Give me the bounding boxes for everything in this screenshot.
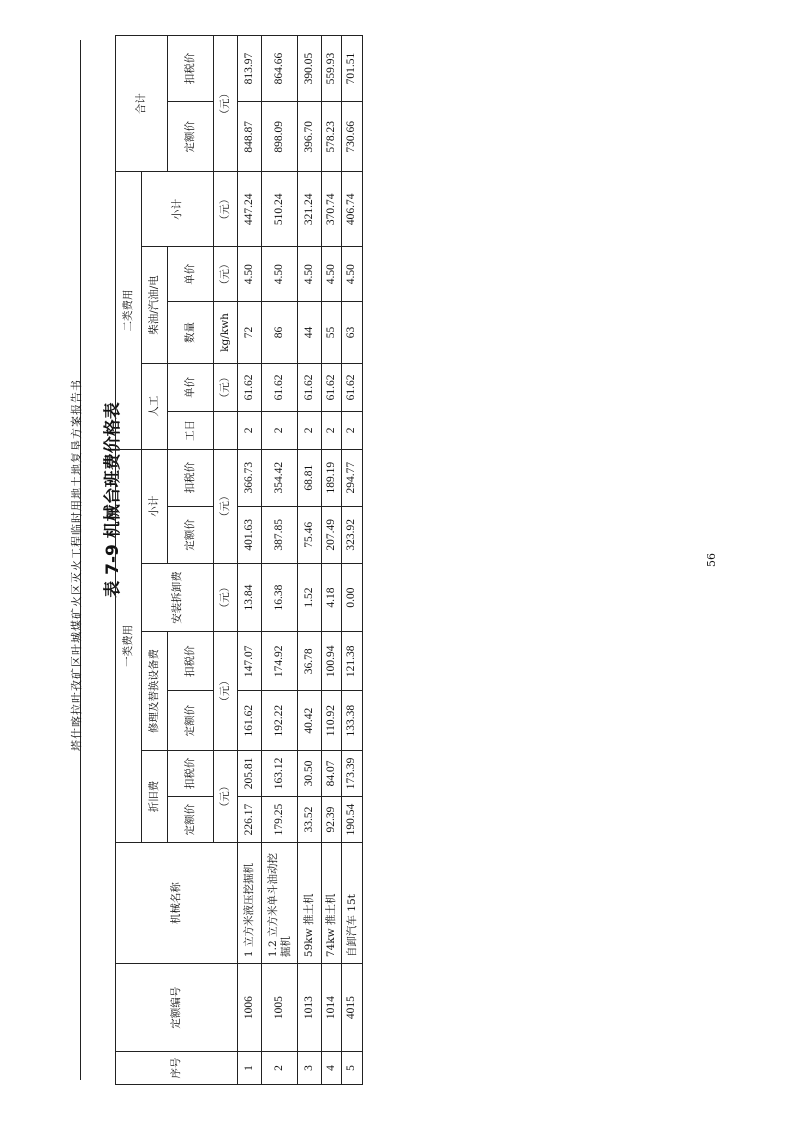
cell-fuel-qty: 86 <box>262 302 298 364</box>
cell-fuel-qty: 72 <box>238 302 262 364</box>
cell-fuel-qty: 63 <box>342 302 363 364</box>
page-number: 56 <box>705 553 718 567</box>
header-repair: 修理及替换设备费 <box>142 632 168 751</box>
cell-sub2: 406.74 <box>342 172 363 247</box>
table-row <box>298 36 322 1085</box>
cell-total-q: 730.66 <box>342 102 363 172</box>
cell-fuel-price: 4.50 <box>262 247 298 302</box>
cell-sub2: 447.24 <box>238 172 262 247</box>
cell-fuel-price: 4.50 <box>322 247 342 302</box>
cell-sub1-q: 387.85 <box>262 506 298 563</box>
cell-workday: 2 <box>298 412 322 449</box>
cell-name: 1 立方米液压挖掘机 <box>238 843 262 964</box>
running-title: 塔什喀拉吐孜矿区叶城煤矿火区灭火工程临时用地土地复垦方案报告书 <box>70 379 83 751</box>
cell-code: 1014 <box>322 964 342 1052</box>
cell-workday: 2 <box>322 412 342 449</box>
cell-rep-q: 192.22 <box>262 691 298 750</box>
cell-labor-price: 61.62 <box>262 363 298 411</box>
cell-dep-t: 205.81 <box>238 750 262 796</box>
header-row-1 <box>116 36 142 1085</box>
unit-labor: （元） <box>214 363 238 411</box>
cell-labor-price: 61.62 <box>298 363 322 411</box>
cell-code: 4015 <box>342 964 363 1052</box>
cell-labor-price: 61.62 <box>322 363 342 411</box>
header-depreciation: 折旧费 <box>142 750 168 842</box>
header-code: 定额编号 <box>116 964 238 1052</box>
header-dep-quota: 定额价 <box>168 796 214 842</box>
cell-sub2: 370.74 <box>322 172 342 247</box>
cell-sub1-t: 354.42 <box>262 449 298 506</box>
cell-total-t: 813.97 <box>238 36 262 102</box>
cell-dep-t: 30.50 <box>298 750 322 796</box>
cell-install: 0.00 <box>342 563 363 631</box>
cell-sub1-q: 207.49 <box>322 506 342 563</box>
unit-sub1: （元） <box>214 449 238 563</box>
cell-install: 1.52 <box>298 563 322 631</box>
cell-fuel-price: 4.50 <box>298 247 322 302</box>
header-labor-price: 单价 <box>168 363 214 411</box>
cell-dep-q: 33.52 <box>298 796 322 842</box>
unit-workday <box>214 412 238 449</box>
cell-code: 1006 <box>238 964 262 1052</box>
machine-cost-table <box>115 35 363 1085</box>
cell-dep-q: 92.39 <box>322 796 342 842</box>
unit-total: （元） <box>214 36 238 172</box>
header-name: 机械名称 <box>116 843 238 964</box>
cell-fuel-price: 4.50 <box>342 247 363 302</box>
table-row <box>238 36 262 1085</box>
cell-install: 16.38 <box>262 563 298 631</box>
cell-dep-t: 173.39 <box>342 750 363 796</box>
cell-workday: 2 <box>342 412 363 449</box>
cell-dep-q: 179.25 <box>262 796 298 842</box>
cell-sub1-t: 189.19 <box>322 449 342 506</box>
cell-sub1-q: 75.46 <box>298 506 322 563</box>
header-labor: 人工 <box>142 363 168 449</box>
unit-dep: （元） <box>214 750 238 842</box>
cell-rep-t: 100.94 <box>322 632 342 691</box>
cell-total-q: 396.70 <box>298 102 322 172</box>
cell-rep-q: 133.38 <box>342 691 363 750</box>
cell-sub1-q: 323.92 <box>342 506 363 563</box>
cell-fuel-price: 4.50 <box>238 247 262 302</box>
cell-sub2: 321.24 <box>298 172 322 247</box>
cell-rep-t: 121.38 <box>342 632 363 691</box>
header-total-quota: 定额价 <box>168 102 214 172</box>
header-fuel: 柴油/汽油/电 <box>142 247 168 364</box>
cell-total-q: 848.87 <box>238 102 262 172</box>
cell-total-q: 578.23 <box>322 102 342 172</box>
header-subtotal2: 小计 <box>142 172 214 247</box>
cell-dep-q: 226.17 <box>238 796 262 842</box>
cell-code: 1013 <box>298 964 322 1052</box>
unit-rep: （元） <box>214 632 238 751</box>
header-dep-tax: 扣税价 <box>168 750 214 796</box>
cell-seq: 2 <box>262 1052 298 1085</box>
cell-name: 自卸汽车 15t <box>342 843 363 964</box>
cell-workday: 2 <box>262 412 298 449</box>
cell-total-q: 898.09 <box>262 102 298 172</box>
header-sub1-tax: 扣税价 <box>168 449 214 506</box>
cell-fuel-qty: 44 <box>298 302 322 364</box>
cell-rep-t: 36.78 <box>298 632 322 691</box>
cell-sub1-t: 366.73 <box>238 449 262 506</box>
cell-rep-q: 40.42 <box>298 691 322 750</box>
unit-fuel-price: （元） <box>214 247 238 302</box>
header-fuel-price: 单价 <box>168 247 214 302</box>
cell-total-t: 701.51 <box>342 36 363 102</box>
cell-dep-t: 84.07 <box>322 750 342 796</box>
header-total: 合计 <box>116 36 168 172</box>
cell-name: 59kw 推土机 <box>298 843 322 964</box>
cell-name: 74kw 推土机 <box>322 843 342 964</box>
table-body <box>238 36 363 1085</box>
header-workday: 工日 <box>168 412 214 449</box>
cell-code: 1005 <box>262 964 298 1052</box>
cell-total-t: 559.93 <box>322 36 342 102</box>
cell-labor-price: 61.62 <box>238 363 262 411</box>
table-row <box>322 36 342 1085</box>
header-seq: 序号 <box>116 1052 238 1085</box>
cell-rep-q: 110.92 <box>322 691 342 750</box>
cell-install: 4.18 <box>322 563 342 631</box>
cell-seq: 4 <box>322 1052 342 1085</box>
header-rep-tax: 扣税价 <box>168 632 214 691</box>
table-row <box>262 36 298 1085</box>
cell-rep-t: 174.92 <box>262 632 298 691</box>
cell-install: 13.84 <box>238 563 262 631</box>
header-sub1-quota: 定额价 <box>168 506 214 563</box>
cell-sub1-t: 294.77 <box>342 449 363 506</box>
header-subtotal1: 小计 <box>142 449 168 563</box>
cell-dep-q: 190.54 <box>342 796 363 842</box>
header-total-tax: 扣税价 <box>168 36 214 102</box>
cell-sub2: 510.24 <box>262 172 298 247</box>
cell-name: 1.2 立方米单斗油动挖掘机 <box>262 843 298 964</box>
cell-total-t: 864.66 <box>262 36 298 102</box>
unit-sub2: （元） <box>214 172 238 247</box>
cell-rep-t: 147.07 <box>238 632 262 691</box>
table-row <box>342 36 363 1085</box>
cell-rep-q: 161.62 <box>238 691 262 750</box>
unit-install: （元） <box>214 563 238 631</box>
header-fuel-qty: 数量 <box>168 302 214 364</box>
cell-sub1-q: 401.63 <box>238 506 262 563</box>
cell-labor-price: 61.62 <box>342 363 363 411</box>
cell-dep-t: 163.12 <box>262 750 298 796</box>
cell-workday: 2 <box>238 412 262 449</box>
header-install: 安装拆卸费 <box>142 563 214 631</box>
table-title: 表 7-9 机械台班费价格表 <box>103 402 123 598</box>
cell-seq: 5 <box>342 1052 363 1085</box>
cell-total-t: 390.05 <box>298 36 322 102</box>
header-class1: 一类费用 <box>116 449 142 843</box>
header-class2: 二类费用 <box>116 172 142 449</box>
machine-cost-table-container <box>115 35 362 1085</box>
cell-fuel-qty: 55 <box>322 302 342 364</box>
cell-sub1-t: 68.81 <box>298 449 322 506</box>
unit-fuel-qty: kg/kwh <box>214 302 238 364</box>
cell-seq: 3 <box>298 1052 322 1085</box>
header-rep-quota: 定额价 <box>168 691 214 750</box>
cell-seq: 1 <box>238 1052 262 1085</box>
